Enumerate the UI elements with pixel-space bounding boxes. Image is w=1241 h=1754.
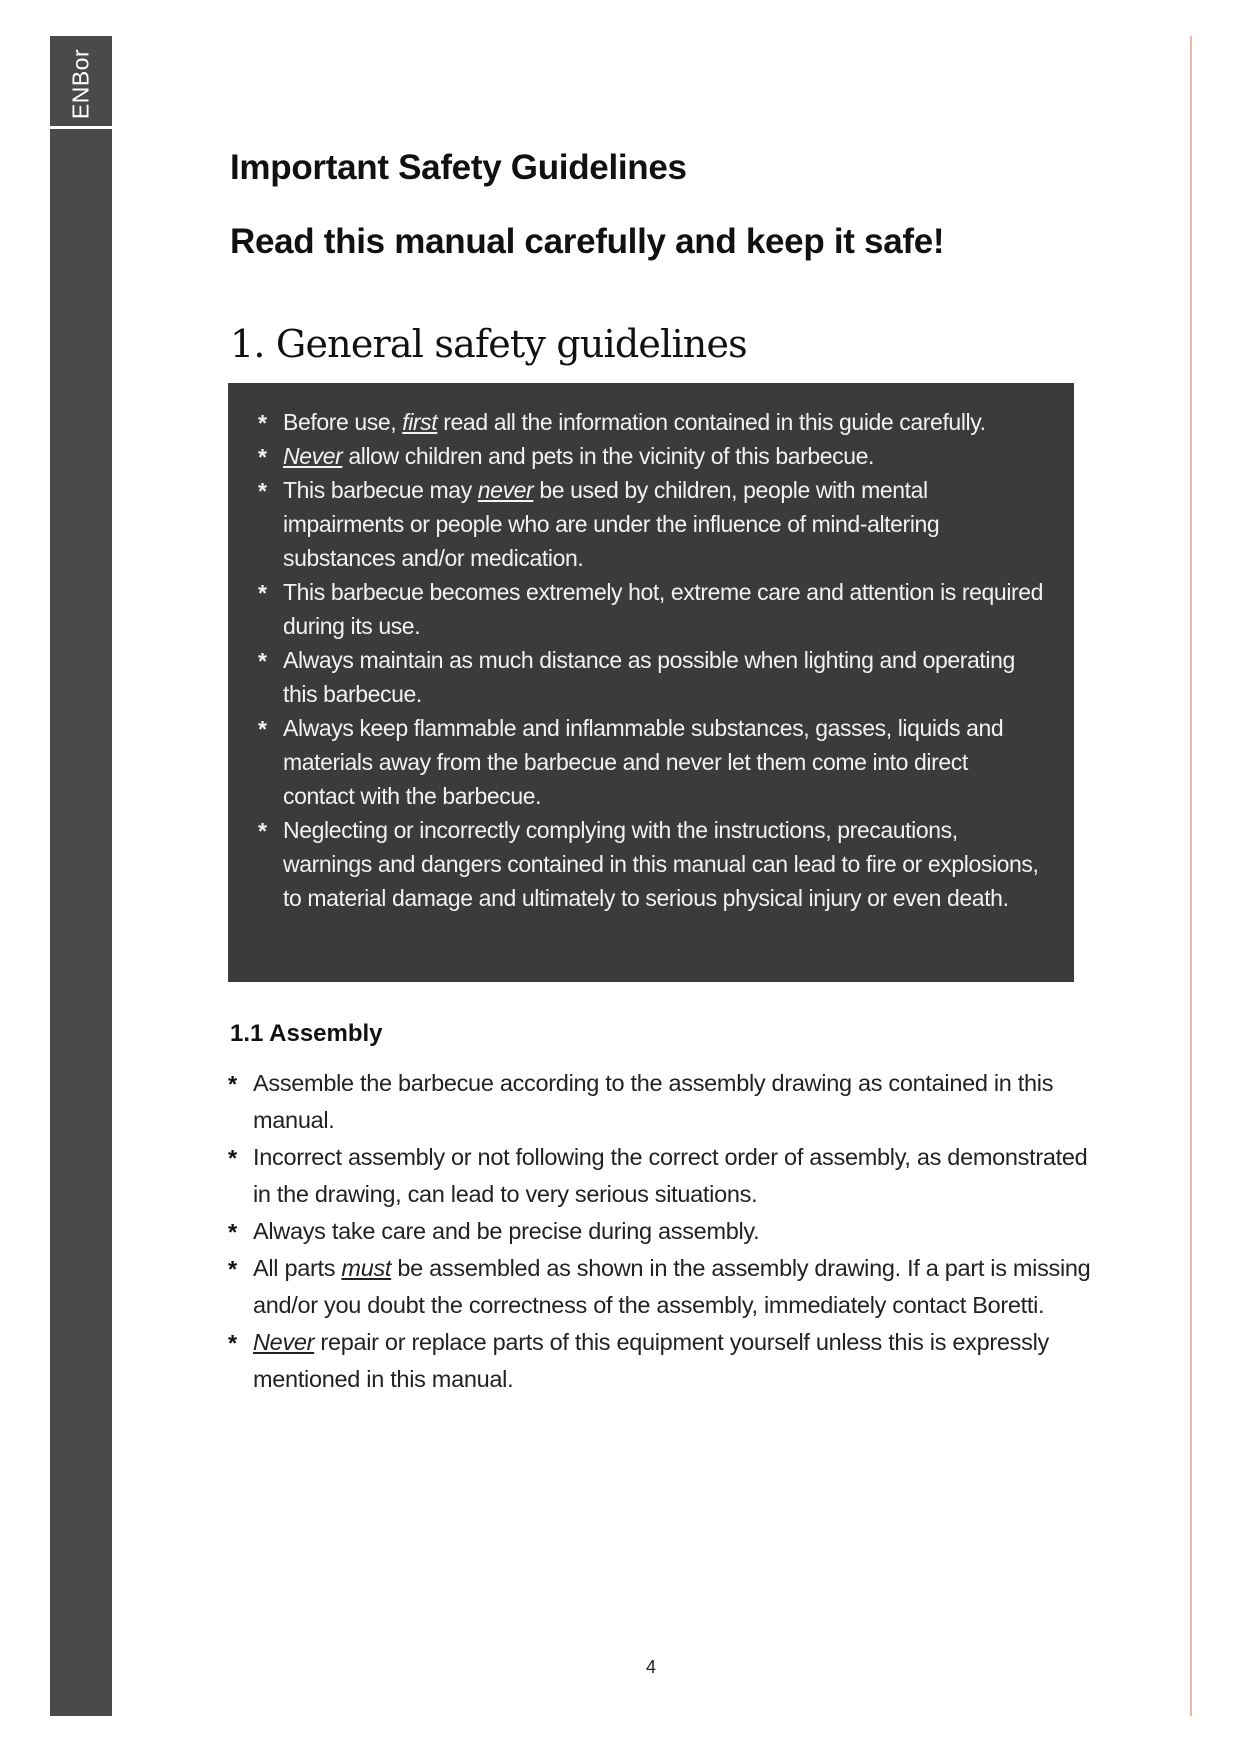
assembly-text-before: Incorrect assembly or not following the correct order of assembly, as demonstrated in the drawing, can lead to very serious situations. [253, 1144, 1088, 1207]
side-bar [50, 36, 112, 1716]
assembly-item [228, 1250, 1108, 1324]
bullet-star-icon: * [228, 1219, 237, 1245]
warning-emphasis: never [477, 477, 534, 503]
assembly-item [228, 1139, 1108, 1213]
warning-item [258, 813, 1044, 915]
bullet-star-icon: * [258, 478, 267, 504]
warning-item [258, 405, 1044, 439]
warning-text-before: This barbecue becomes extremely hot, extreme care and attention is required during its use. [283, 579, 1044, 639]
page-number: 4 [645, 1657, 656, 1677]
warning-item [258, 711, 1044, 813]
warning-emphasis: first [402, 409, 438, 435]
assembly-text-before: Always take care and be precise during assembly. [253, 1218, 760, 1244]
warning-box [228, 383, 1074, 982]
page-title: Important Safety Guidelines [230, 148, 687, 187]
warning-text-before: Always maintain as much distance as possible when lighting and operating this barbecue. [283, 647, 1015, 707]
assembly-item [228, 1324, 1108, 1398]
bullet-star-icon: * [258, 410, 267, 436]
bullet-star-icon: * [228, 1145, 237, 1171]
warning-text-before: Before use, [283, 409, 403, 435]
bullet-star-icon: * [228, 1330, 237, 1356]
assembly-text-before: Assemble the barbecue according to the assembly drawing as contained in this manual. [253, 1070, 1054, 1133]
assembly-heading: 1.1 Assembly [230, 1020, 383, 1047]
language-tab [50, 36, 112, 129]
language-tab-label: ENBor [67, 48, 94, 120]
warning-list [228, 383, 1074, 915]
warning-text-before: This barbecue may [283, 477, 478, 503]
warning-text-after: be used by children, people with mental impairments or people who are under the influence of mind-altering substances and/or medication. [283, 477, 940, 571]
assembly-text-after: repair or replace parts of this equipment yourself unless this is expressly mentioned in this manual. [253, 1329, 1049, 1392]
warning-item [258, 439, 1044, 473]
warning-emphasis: Never [283, 443, 343, 469]
bullet-star-icon: * [258, 716, 267, 742]
bullet-star-icon: * [258, 818, 267, 844]
assembly-text-before: All parts [253, 1255, 342, 1281]
page-subtitle: Read this manual carefully and keep it safe! [230, 222, 945, 261]
bullet-star-icon: * [258, 444, 267, 470]
right-margin-line [1190, 36, 1192, 1716]
assembly-emphasis: must [341, 1255, 392, 1281]
bullet-star-icon: * [228, 1071, 237, 1097]
assembly-emphasis: Never [253, 1329, 315, 1355]
warning-text-before: Neglecting or incorrectly complying with the instructions, precautions, warnings and dangers contained in this manual can lead to fire or explosions, to material damage and ultimately to serious physical injury or even death. [283, 817, 1039, 911]
warning-text-after: read all the information contained in this guide carefully. [437, 409, 986, 435]
section-heading: 1. General safety guidelines [230, 322, 747, 366]
assembly-item [228, 1213, 1108, 1250]
warning-item [258, 575, 1044, 643]
bullet-star-icon: * [258, 648, 267, 674]
warning-text-after: allow children and pets in the vicinity of this barbecue. [342, 443, 875, 469]
bullet-star-icon: * [258, 580, 267, 606]
warning-item [258, 643, 1044, 711]
warning-item [258, 473, 1044, 575]
warning-text-before: Always keep flammable and inflammable substances, gasses, liquids and materials away from the barbecue and never let them come into direct contact with the barbecue. [283, 715, 1004, 809]
bullet-star-icon: * [228, 1256, 237, 1282]
assembly-item [228, 1065, 1108, 1139]
assembly-text-after: be assembled as shown in the assembly drawing. If a part is missing and/or you doubt the correctness of the assembly, immediately contact Boretti. [253, 1255, 1091, 1318]
assembly-list [228, 1065, 1108, 1398]
